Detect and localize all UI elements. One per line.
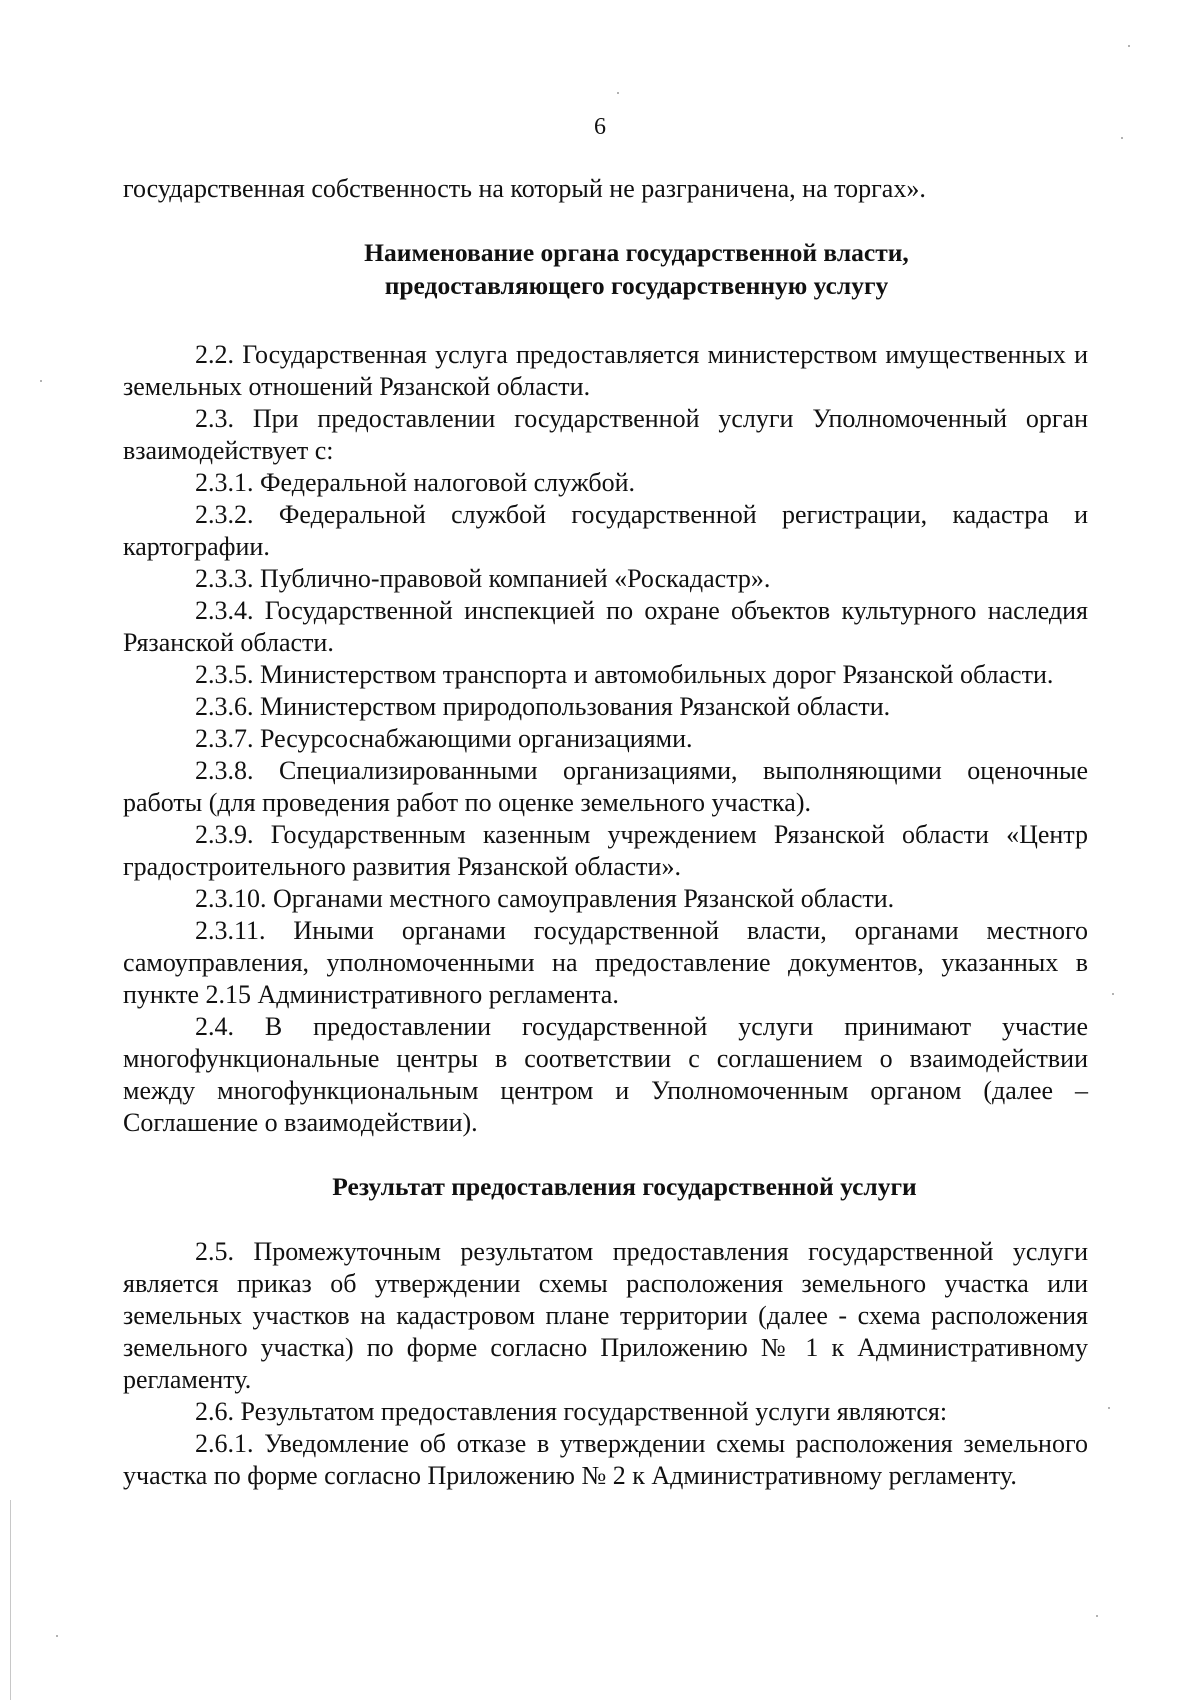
paragraph-2-3-11: 2.3.11. Иными органами государственной власти, органами местного самоуправления, уполномоченными на предоставление документов, указанных в пункте 2.15 Административного регламента. bbox=[123, 916, 1088, 1009]
paragraph-2-3-6: 2.3.6. Министерством природопользования Рязанской области. bbox=[195, 692, 891, 721]
paragraph-2-3: 2.3. При предоставлении государственной услуги Уполномоченный орган взаимодействует с: bbox=[123, 404, 1088, 465]
paragraph-continuation: государственная собственность на который не разграничена, на торгах». bbox=[123, 174, 926, 203]
scan-speck bbox=[56, 1635, 58, 1637]
scan-speck bbox=[1108, 1407, 1110, 1409]
document-body bbox=[123, 173, 1088, 1492]
paragraph-2-3-1: 2.3.1. Федеральной налоговой службой. bbox=[195, 468, 636, 497]
scan-speck bbox=[1112, 993, 1114, 995]
scan-edge-line bbox=[10, 1500, 11, 1700]
section-heading-authority-line2: предоставляющего государственную услугу bbox=[384, 271, 889, 300]
paragraph-2-5: 2.5. Промежуточным результатом предоставления государственной услуги является приказ об утверждении схемы расположения земельного участка или земельных участков на кадастровом плане территории (далее - схема расположения земельного участка) по форме согласно Приложению № 1 к Административному регламенту. bbox=[123, 1237, 1088, 1394]
scan-speck bbox=[1128, 45, 1130, 47]
paragraph-2-3-8: 2.3.8. Специализированными организациями, выполняющими оценочные работы (для проведения работ по оценке земельного участка). bbox=[123, 756, 1088, 817]
scan-speck bbox=[617, 92, 619, 94]
paragraph-2-3-3: 2.3.3. Публично-правовой компанией «Роскадастр». bbox=[195, 564, 771, 593]
paragraph-2-2: 2.2. Государственная услуга предоставляется министерством имущественных и земельных отношений Рязанской области. bbox=[123, 340, 1088, 401]
page-number: 6 bbox=[594, 114, 606, 140]
paragraph-2-3-2: 2.3.2. Федеральной службой государственной регистрации, кадастра и картографии. bbox=[123, 500, 1088, 561]
paragraph-2-6: 2.6. Результатом предоставления государственной услуги являются: bbox=[195, 1397, 948, 1426]
section-heading-authority-line1: Наименование органа государственной власти, bbox=[364, 238, 909, 267]
paragraph-2-6-1: 2.6.1. Уведомление об отказе в утверждении схемы расположения земельного участка по форме согласно Приложению № 2 к Административному регламенту. bbox=[123, 1429, 1088, 1490]
paragraph-2-3-5: 2.3.5. Министерством транспорта и автомобильных дорог Рязанской области. bbox=[195, 660, 1054, 689]
section-heading-authority bbox=[123, 236, 1088, 302]
scan-speck bbox=[1121, 137, 1123, 139]
paragraph-2-3-7: 2.3.7. Ресурсоснабжающими организациями. bbox=[195, 724, 693, 753]
scan-speck bbox=[40, 380, 42, 382]
paragraph-2-3-9: 2.3.9. Государственным казенным учреждением Рязанской области «Центр градостроительного развития Рязанской области». bbox=[123, 820, 1088, 881]
paragraph-2-3-10: 2.3.10. Органами местного самоуправления Рязанской области. bbox=[195, 884, 895, 913]
scan-speck bbox=[1096, 1615, 1098, 1617]
paragraph-2-4: 2.4. В предоставлении государственной услуги принимают участие многофункциональные центры в соответствии с соглашением о взаимодействии между многофункциональным центром и Уполномоченным органом (далее – Соглашение о взаимодействии). bbox=[123, 1012, 1088, 1137]
paragraph-2-3-4: 2.3.4. Государственной инспекцией по охране объектов культурного наследия Рязанской области. bbox=[123, 596, 1088, 657]
section-heading-result: Результат предоставления государственной услуги bbox=[332, 1172, 917, 1201]
